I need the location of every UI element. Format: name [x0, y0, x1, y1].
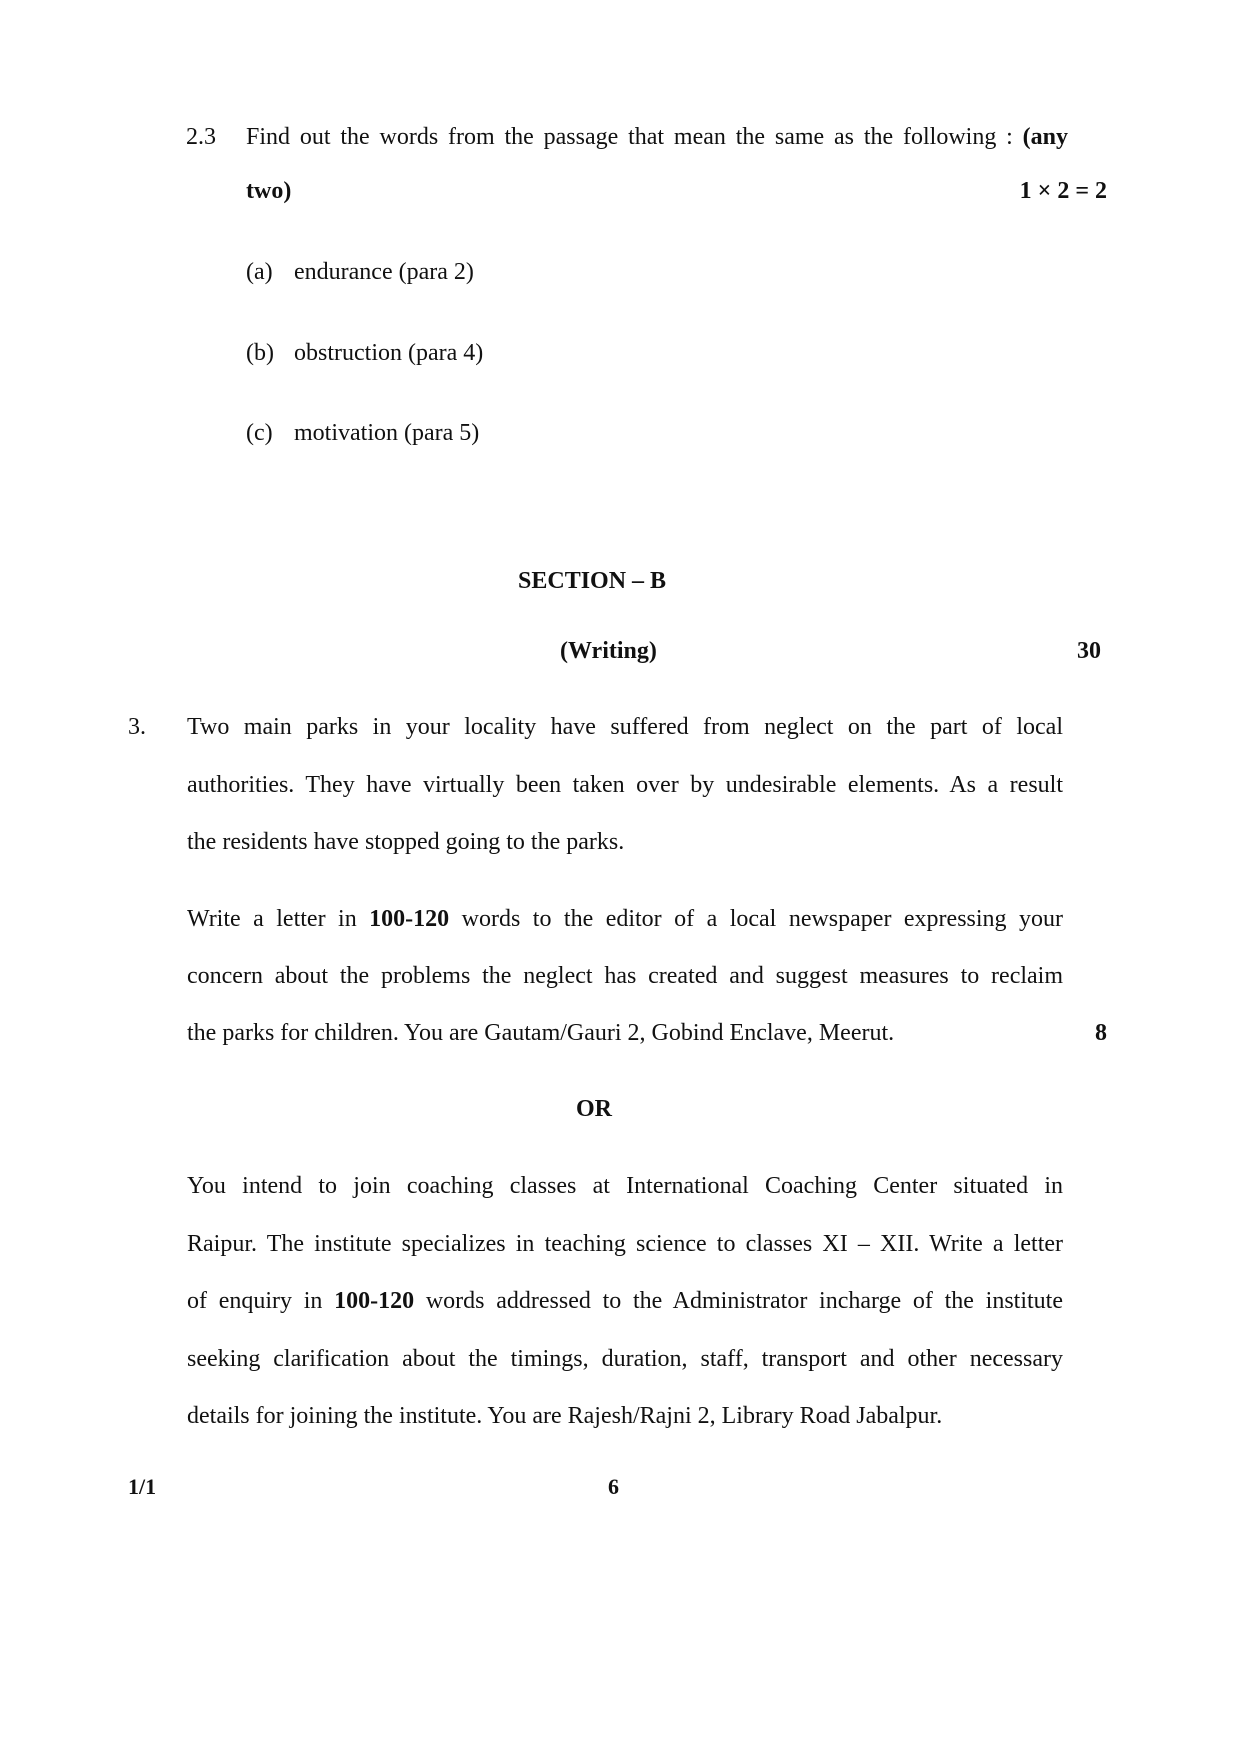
question-text-line: two): [246, 178, 292, 204]
paragraph-line: the residents have stopped going to the parks.: [187, 829, 625, 855]
paragraph-line: concern about the problems the neglect has created and suggest measures to reclaim: [187, 963, 1063, 989]
question-number: 2.3: [186, 124, 216, 150]
paragraph-line: Raipur. The institute specializes in teaching science to classes XI – XII. Write a letter: [187, 1231, 1063, 1257]
or-divider: OR: [576, 1096, 612, 1122]
option-text: obstruction (para 4): [294, 340, 484, 366]
paragraph-line: the parks for children. You are Gautam/Gauri 2, Gobind Enclave, Meerut.: [187, 1020, 895, 1046]
section-title: SECTION – B: [518, 568, 667, 594]
question-text-line: Find out the words from the passage that mean the same as the following : (any: [246, 124, 1069, 150]
option-label: (b): [246, 340, 274, 366]
paragraph-line: of enquiry in 100-120 words addressed to the Administrator incharge of the institute: [187, 1288, 1063, 1314]
option-text: endurance (para 2): [294, 259, 474, 285]
paragraph-line: authorities. They have virtually been taken over by undesirable elements. As a result: [187, 772, 1063, 798]
paper-code: 1/1: [128, 1474, 157, 1499]
section-subtitle: (Writing): [560, 638, 657, 664]
option-label: (c): [246, 420, 273, 446]
section-marks: 30: [1077, 638, 1101, 664]
paragraph-line: seeking clarification about the timings, duration, staff, transport and other necessary: [187, 1346, 1063, 1372]
marks-label: 8: [1095, 1020, 1107, 1046]
marks-label: 1 × 2 = 2: [1019, 178, 1107, 204]
page-number: 6: [608, 1474, 619, 1499]
question-number: 3.: [128, 714, 146, 740]
option-label: (a): [246, 259, 273, 285]
option-text: motivation (para 5): [294, 420, 480, 446]
paragraph-line: details for joining the institute. You are Rajesh/Rajni 2, Library Road Jabalpur.: [187, 1403, 943, 1429]
paragraph-line: Two main parks in your locality have suffered from neglect on the part of local: [187, 714, 1063, 740]
paragraph-line: You intend to join coaching classes at International Coaching Center situated in: [187, 1173, 1063, 1199]
paragraph-line: Write a letter in 100-120 words to the editor of a local newspaper expressing your: [187, 906, 1064, 932]
